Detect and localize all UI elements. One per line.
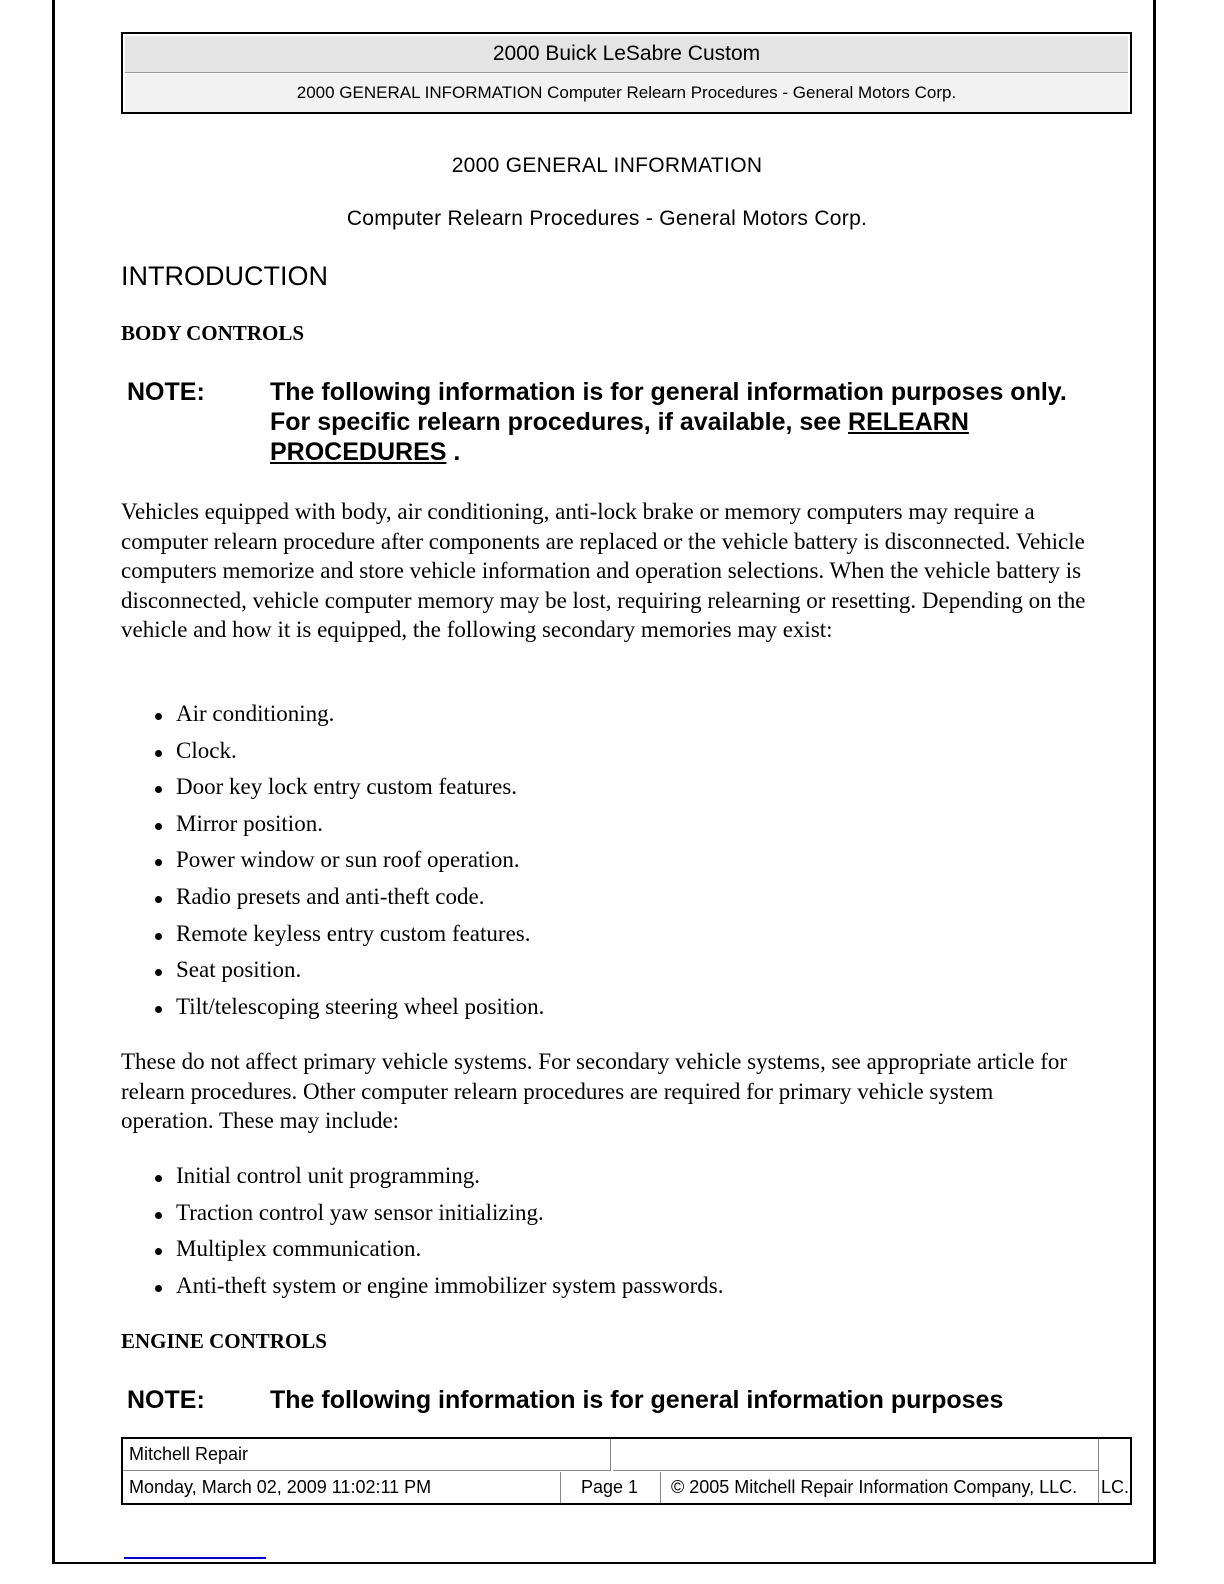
list-item: Traction control yaw sensor initializing. xyxy=(121,1199,1081,1236)
note-text-end: . xyxy=(453,438,461,466)
list-item: Mirror position. xyxy=(121,810,1081,847)
primary-items-list xyxy=(121,1162,1081,1308)
list-item: Initial control unit programming. xyxy=(121,1162,1081,1199)
list-item: Radio presets and anti-theft code. xyxy=(121,883,1081,920)
section-introduction: INTRODUCTION xyxy=(121,261,328,291)
list-item: Power window or sun roof operation. xyxy=(121,846,1081,883)
page-footer xyxy=(121,1437,1132,1505)
document-heading: 2000 GENERAL INFORMATION xyxy=(451,154,763,177)
primary-systems-paragraph: These do not affect primary vehicle systems. For secondary vehicle systems, see appropriate article for relearn procedures. Other computer relearn procedures are required for primary vehicle system operation. These may include: xyxy=(121,1049,1068,1133)
note-text-body: The following information is for general information purposes only. For specific relearn procedures, if available, see xyxy=(270,378,1067,436)
document-subheading: Computer Relearn Procedures - General Motors Corp. xyxy=(346,207,868,230)
secondary-memories-list xyxy=(121,700,1081,1029)
intro-paragraph: Vehicles equipped with body, air conditioning, anti-lock brake or memory computers may require a computer relearn procedure after components are replaced or the vehicle battery is disconnected. Vehicle computers memorize and store vehicle information and operation selections. When the vehicle battery is disconnected, vehicle computer memory may be lost, requiring relearning or resetting. Depending on the vehicle and how it is equipped, the following secondary memories may exist: xyxy=(121,499,1086,642)
document-header xyxy=(121,32,1132,114)
note-label: NOTE: xyxy=(127,378,205,406)
note-body-controls xyxy=(127,377,1097,469)
list-item: Clock. xyxy=(121,737,1081,774)
note-label: NOTE: xyxy=(127,1386,205,1414)
vehicle-title: 2000 Buick LeSabre Custom xyxy=(125,36,1128,73)
list-item: Multiplex communication. xyxy=(121,1235,1081,1272)
note-engine-controls xyxy=(127,1385,1097,1417)
list-item: Air conditioning. xyxy=(121,700,1081,737)
list-item: Anti-theft system or engine immobilizer system passwords. xyxy=(121,1272,1081,1309)
note-text: The following information is for general information purposes xyxy=(270,1386,1004,1414)
footer-link-underline xyxy=(124,1557,266,1559)
list-item: Seat position. xyxy=(121,956,1081,993)
footer-brand: Mitchell Repair xyxy=(123,1439,611,1471)
footer-datetime: Monday, March 02, 2009 11:02:11 PM xyxy=(123,1472,561,1503)
note-text xyxy=(270,377,1100,467)
list-item: Remote keyless entry custom features. xyxy=(121,920,1081,957)
footer-blank-cell xyxy=(613,1439,1098,1471)
footer-copyright: © 2005 Mitchell Repair Information Company, LLC. xyxy=(671,1477,1078,1497)
relearn-procedures-link[interactable]: RELEARN PROCEDURES xyxy=(270,408,969,466)
list-item: Door key lock entry custom features. xyxy=(121,773,1081,810)
document-subtitle: 2000 GENERAL INFORMATION Computer Relearn Procedures - General Motors Corp. xyxy=(125,74,1128,112)
section-engine-controls: ENGINE CONTROLS xyxy=(121,1329,327,1353)
footer-copyright-overflow: LC. xyxy=(1098,1439,1130,1503)
list-item: Tilt/telescoping steering wheel position. xyxy=(121,993,1081,1030)
footer-page-number: Page 1 xyxy=(561,1472,661,1503)
section-body-controls: BODY CONTROLS xyxy=(121,321,305,345)
